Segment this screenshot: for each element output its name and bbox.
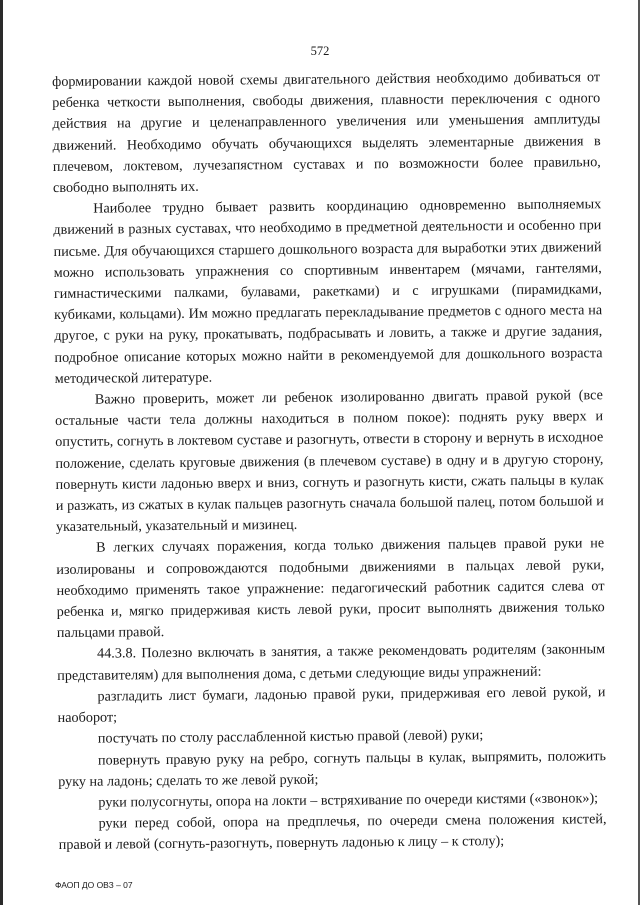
exercise-item: повернуть правую руку на ребро, согнуть пальцы в кулак, выпрямить, положить руку на ладонь; сделать то же левой рукой; — [58, 747, 607, 790]
exercise-item: руки перед собой, опора на предплечья, по очереди смена положения кистей, правой и левой (согнуть-разогнуть, повернуть ладонью к лицу – к столу); — [58, 811, 607, 854]
exercise-item: разгладить лист бумаги, ладонью правой руки, придерживая его левой рукой, и наоборот; — [57, 684, 606, 727]
paragraph-mild-cases: В легких случаях поражения, когда только движения пальцев правой руки не изолированы и сопровождаются подобными движениями в пальцах левой руки, необходимо применять такое упражнение: педагогический работник садится слева от ребенка и, мягко придерживая кисть левой руки, просит выполнять движения только пальцами правой. — [56, 535, 605, 642]
paragraph-isolated-movement: Важно проверить, может ли ребенок изолированно двигать правой рукой (все остальные части тела должны находиться в полном покое): поднять руку вверх и опустить, согнуть в локтевом суставе и разогнуть, отвести в сторону и вернуть в исходное положение, сделать круговые движения (в плечевом суставе) в одну и в другую сторону, повернуть кисти ладонью вверх и вниз, согнуть и разогнуть кисти, сжать пальцы в кулак и разжать, из сжатых в кулак пальцев разогнуть сначала большой палец, потом большой и указательный, указательный и мизинец. — [54, 387, 604, 536]
paragraph-continuation: формировании каждой новой схемы двигательного действия необходимо добиваться от ребенка четкости выполнения, свободы движения, плавности переключения с одного действия на другие и целенаправленного увеличения или уменьшения амплитуды движений. Необходимо обучать обучающихся выделять элементарные движения в плечевом, локтевом, лучезапястном суставах и по возможности более правильно, свободно выполнять их. — [52, 69, 601, 197]
scan-border-left — [0, 0, 3, 905]
paragraph-coordination: Наиболее трудно бывает развить координацию одновременно выполняемых движений в разных суставах, что необходимо в предметной деятельности и особенно при письме. Для обучающихся старшего дошкольного возраста для выработки этих движений можно использовать упражнения со спортивным инвентарем (мячами, гантелями, гимнастическими палками, булавами, ракетками) и с игрушками (пирамидками, кубиками, кольцами). Им можно предлагать перекладывание предметов с одного места на другое, с руки на руку, прокатывать, подбрасывать и ловить, а также и другие задания, подробное описание которых можно найти в рекомендуемой для дошкольного возраста методической литературе. — [53, 196, 603, 387]
section-44-3-8: 44.3.8. Полезно включать в занятия, а также рекомендовать родителям (законным представителям) для выполнения дома, с детьми следующие виды упражнений: — [57, 641, 606, 684]
exercise-item: постучать по столу расслабленной кистью правой (левой) руки; — [97, 727, 484, 747]
document-footer: ФАОП ДО ОВЗ – 07 — [55, 880, 133, 890]
exercise-item: руки полусогнуты, опора на локти – встряхивание по очереди кистями («звонок»); — [98, 790, 599, 811]
document-body — [52, 67, 607, 856]
page-number: 572 — [310, 44, 330, 58]
